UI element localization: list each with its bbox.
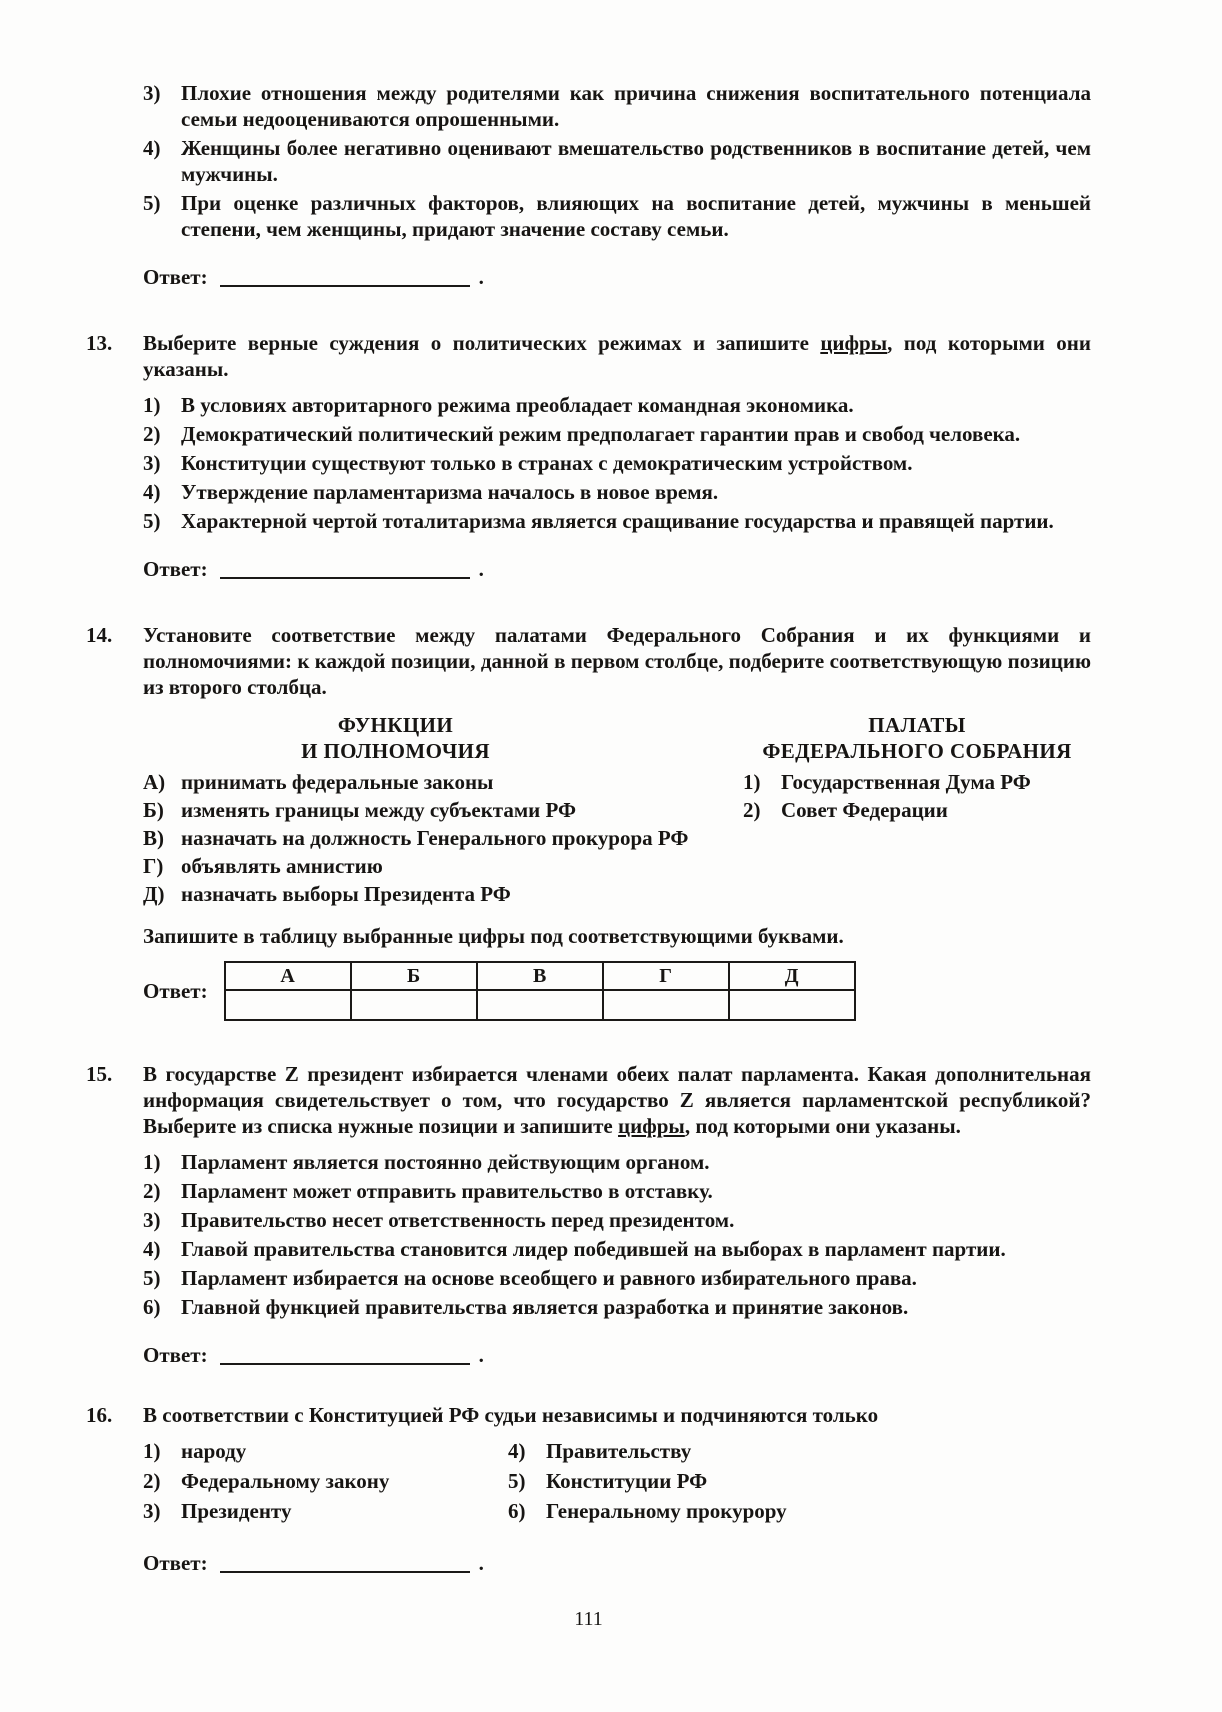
item-number: 4)	[508, 1439, 526, 1463]
list-item	[143, 1178, 1091, 1204]
table-answer-row	[225, 990, 855, 1020]
list-item	[143, 1236, 1091, 1262]
item-text: Женщины более негативно оценивают вмешательство родственников в воспитание детей, чем мужчины.	[181, 136, 1091, 186]
options-right-column	[508, 1438, 1091, 1528]
item-text: назначать выборы Президента РФ	[181, 882, 511, 906]
list-item	[508, 1438, 1091, 1464]
stem-text: В государстве Z президент избирается членами обеих палат парламента. Какая дополнительная информация свидетельствует о том, что государство Z является парламентской республикой? Выберите из списка нужные позиции и запишите	[143, 1062, 1091, 1138]
matching-columns	[143, 712, 1091, 909]
question-12-continuation	[86, 80, 1091, 290]
answer-label: Ответ:	[143, 979, 208, 1003]
question-stem: В соответствии с Конституцией РФ судьи независимы и подчиняются только	[143, 1403, 879, 1427]
list-item	[143, 421, 1091, 447]
list-item	[508, 1498, 1091, 1524]
item-text: назначать на должность Генерального прокурора РФ	[181, 826, 689, 850]
table-header-cell: Г	[603, 962, 729, 990]
answer-cell[interactable]	[225, 990, 351, 1020]
question-number-gutter	[86, 80, 143, 290]
answer-label: Ответ:	[143, 1551, 208, 1575]
item-number: 5)	[508, 1469, 526, 1493]
answer-options-list	[143, 1149, 1091, 1320]
table-header-row	[225, 962, 855, 990]
item-text: Правительство несет ответственность перед президентом.	[181, 1208, 735, 1232]
table-header-cell: В	[477, 962, 603, 990]
table-header-cell: Б	[351, 962, 477, 990]
question-stem	[143, 330, 1091, 382]
item-number: 2)	[143, 1179, 161, 1203]
answer-blank[interactable]	[220, 561, 470, 579]
item-number: 4)	[143, 480, 161, 504]
list-item	[143, 1294, 1091, 1320]
item-number: 1)	[143, 1150, 161, 1174]
answer-dot: .	[478, 557, 484, 581]
answer-cell[interactable]	[351, 990, 477, 1020]
item-text: Государственная Дума РФ	[781, 770, 1031, 794]
question-stem	[143, 1061, 1091, 1139]
chambers-list	[743, 769, 1091, 823]
item-letter: В)	[143, 826, 164, 850]
answer-dot: .	[478, 265, 484, 289]
list-item	[143, 190, 1091, 242]
heading-line: ФЕДЕРАЛЬНОГО СОБРАНИЯ	[762, 739, 1072, 763]
table-header-cell: А	[225, 962, 351, 990]
right-column-heading	[743, 712, 1091, 764]
item-text: Генеральному прокурору	[546, 1499, 787, 1523]
item-text: Главой правительства становится лидер победившей на выборах в парламент партии.	[181, 1237, 1006, 1261]
table-header-cell: Д	[729, 962, 855, 990]
answer-row	[143, 1342, 1091, 1368]
answer-cell[interactable]	[477, 990, 603, 1020]
item-number: 4)	[143, 1237, 161, 1261]
item-letter: Г)	[143, 854, 164, 878]
answer-blank[interactable]	[220, 269, 470, 287]
matching-left-column	[143, 712, 743, 909]
heading-line: ПАЛАТЫ	[868, 713, 966, 737]
heading-line: И ПОЛНОМОЧИЯ	[301, 739, 490, 763]
answer-dot: .	[478, 1343, 484, 1367]
item-text: При оценке различных факторов, влияющих на воспитание детей, мужчины в меньшей степени, чем женщины, придают значение составу семьи.	[181, 191, 1091, 241]
question-number: 16.	[86, 1403, 113, 1427]
answer-row	[143, 1550, 1091, 1576]
options-columns	[143, 1438, 1091, 1528]
answer-label: Ответ:	[143, 265, 208, 289]
list-item	[143, 508, 1091, 534]
item-text: Совет Федерации	[781, 798, 948, 822]
answer-options-list	[143, 80, 1091, 242]
answer-blank[interactable]	[220, 1555, 470, 1573]
list-item	[508, 1468, 1091, 1494]
list-item	[143, 825, 743, 851]
item-text: Конституции существуют только в странах с демократическим устройством.	[181, 451, 913, 475]
answer-label: Ответ:	[143, 557, 208, 581]
item-text: народу	[181, 1439, 247, 1463]
item-number: 1)	[743, 770, 761, 794]
item-number: 1)	[143, 1439, 161, 1463]
question-15	[86, 1061, 1091, 1368]
list-item	[143, 1207, 1091, 1233]
list-item	[143, 881, 743, 907]
stem-underlined-word: цифры	[820, 331, 888, 355]
list-item	[143, 769, 743, 795]
question-13	[86, 330, 1091, 582]
matching-right-column	[743, 712, 1091, 909]
item-number: 2)	[143, 422, 161, 446]
item-number: 5)	[143, 191, 161, 215]
functions-list	[143, 769, 743, 907]
item-text: Характерной чертой тоталитаризма является сращивание государства и правящей партии.	[181, 509, 1054, 533]
answer-blank[interactable]	[220, 1347, 470, 1365]
answer-cell[interactable]	[603, 990, 729, 1020]
question-number: 15.	[86, 1062, 113, 1086]
item-number: 3)	[143, 81, 161, 105]
left-column-heading	[143, 712, 648, 764]
item-number: 1)	[143, 393, 161, 417]
item-number: 4)	[143, 136, 161, 160]
item-number: 3)	[143, 451, 161, 475]
question-stem: Установите соответствие между палатами Федерального Собрания и их функциями и полномочиями: к каждой позиции, данной в первом столбце, подберите соответствующую позицию из второго столбца.	[143, 623, 1091, 699]
item-text: Конституции РФ	[546, 1469, 708, 1493]
list-item	[743, 769, 1091, 795]
item-text: Парламент является постоянно действующим органом.	[181, 1150, 710, 1174]
question-16	[86, 1402, 1091, 1576]
item-letter: Б)	[143, 798, 164, 822]
item-number: 6)	[508, 1499, 526, 1523]
item-text: Главной функцией правительства является разработка и принятие законов.	[181, 1295, 909, 1319]
list-item	[143, 135, 1091, 187]
item-text: Президенту	[181, 1499, 292, 1523]
answer-options-list	[143, 392, 1091, 534]
list-item	[143, 450, 1091, 476]
item-letter: А)	[143, 770, 166, 794]
options-left-column	[143, 1438, 508, 1528]
stem-text: , под которыми они указаны.	[684, 1114, 961, 1138]
answer-row	[143, 264, 1091, 290]
list-item	[143, 80, 1091, 132]
item-text: Демократический политический режим предполагает гарантии прав и свобод человека.	[181, 422, 1021, 446]
item-text: Правительству	[546, 1439, 692, 1463]
item-text: принимать федеральные законы	[181, 770, 494, 794]
answer-table	[224, 961, 856, 1021]
item-text: Парламент может отправить правительство в отставку.	[181, 1179, 713, 1203]
item-letter: Д)	[143, 882, 165, 906]
stem-text: Выберите верные суждения о политических режимах и запишите	[143, 331, 821, 355]
answer-label: Ответ:	[143, 1343, 208, 1367]
item-number: 2)	[143, 1469, 161, 1493]
question-14	[86, 622, 1091, 1021]
list-item	[143, 853, 743, 879]
list-item	[143, 1149, 1091, 1175]
page-number: 111	[574, 1608, 603, 1630]
question-number: 13.	[86, 331, 113, 355]
answer-dot: .	[478, 1551, 484, 1575]
item-text: В условиях авторитарного режима преобладает командная экономика.	[181, 393, 854, 417]
list-item	[143, 1498, 508, 1524]
item-number: 3)	[143, 1208, 161, 1232]
item-number: 3)	[143, 1499, 161, 1523]
item-text: Плохие отношения между родителями как причина снижения воспитательного потенциала семьи недооцениваются опрошенными.	[181, 81, 1091, 131]
item-text: Утверждение парламентаризма началось в новое время.	[181, 480, 719, 504]
item-text: Федеральному закону	[181, 1469, 390, 1493]
list-item	[143, 797, 743, 823]
item-number: 5)	[143, 1266, 161, 1290]
item-text: изменять границы между субъектами РФ	[181, 798, 577, 822]
item-number: 2)	[743, 798, 761, 822]
stem-underlined-word: цифры	[618, 1114, 685, 1138]
table-instruction: Запишите в таблицу выбранные цифры под соответствующими буквами.	[143, 924, 844, 948]
answer-cell[interactable]	[729, 990, 855, 1020]
list-item	[143, 1468, 508, 1494]
heading-line: ФУНКЦИИ	[337, 713, 454, 737]
list-item	[143, 392, 1091, 418]
answer-table-row	[143, 961, 1091, 1021]
item-number: 6)	[143, 1295, 161, 1319]
list-item	[143, 1438, 508, 1464]
list-item	[143, 1265, 1091, 1291]
item-number: 5)	[143, 509, 161, 533]
item-text: объявлять амнистию	[181, 854, 383, 878]
list-item	[743, 797, 1091, 823]
item-text: Парламент избирается на основе всеобщего и равного избирательного права.	[181, 1266, 917, 1290]
answer-row	[143, 556, 1091, 582]
question-number: 14.	[86, 623, 113, 647]
list-item	[143, 479, 1091, 505]
stem-text: , под которыми они указаны.	[143, 331, 1091, 381]
